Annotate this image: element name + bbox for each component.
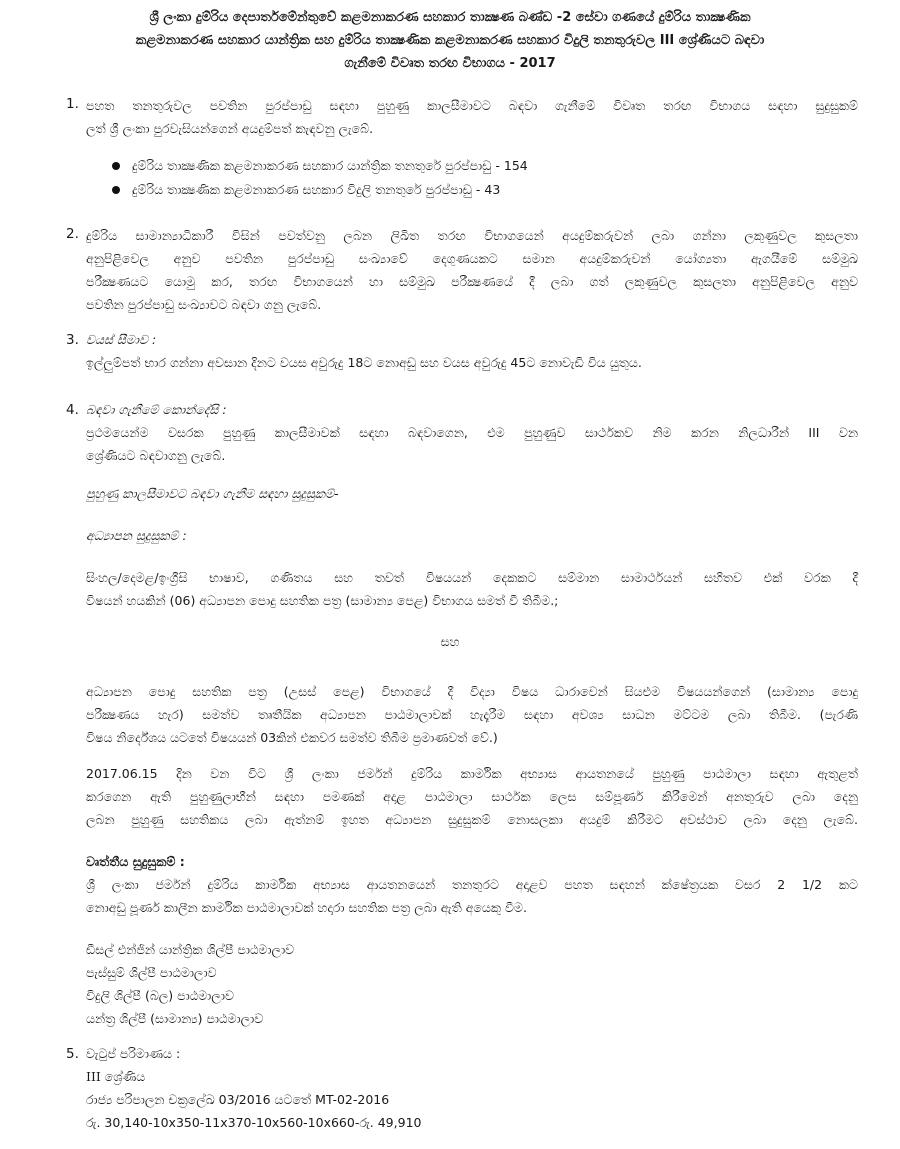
salary-scale-heading: වැටුප් පරිමාණය : xyxy=(86,1046,181,1061)
trainee-line-1: 2017.06.15 දින වන විට ශ්‍රී ලංකා ජර්මන් දුම්රිය කාර්මික අභ්‍යාස ආයතනයේ පුහුණු පාඨමාලා සඳහා ඇතුළත් xyxy=(86,766,858,781)
section-2-number: 2. xyxy=(66,226,79,242)
vacancy-electrical: දුම්රිය තාක්‍ෂණික කළමනාකරණ සහකාර විදුලි තනතුරේ පුරප්පාඩු - 43 xyxy=(132,182,501,197)
vocational-qualifications xyxy=(86,850,858,919)
and-separator: සහ xyxy=(440,634,460,649)
recruitment-conditions-heading: බඳවා ගැනීමේ කොන්දේසි : xyxy=(86,402,227,417)
grade-label: III ශ්‍රේණිය xyxy=(86,1069,146,1084)
section-5-number: 5. xyxy=(66,1046,79,1062)
age-limit-text: ඉල්ලුම්පත් භාර ගන්නා අවසාන දිනට වයස අවුරුදු 18ට නොඅඩු සහ වයස අවුරුදු 45ට නොවැඩි විය යුතුය. xyxy=(86,355,642,370)
al-line-1: අධ්‍යාපන පොදු සහතික පත්‍ර (උසස් පෙළ) විභාගයේ දී විද්‍යා විෂය ධාරාවෙන් සියළුම විෂයයන්ගෙන් (සාමාන්‍ය පොදු xyxy=(86,684,858,699)
course-item: ඩීසල් එන්ජින් යාන්ත්‍රික ශිල්පී පාඨමාලාව xyxy=(86,942,295,957)
trainee-exception xyxy=(86,762,858,831)
section-1-text xyxy=(86,94,858,140)
vocational-heading: වෘත්තීය සුදුසුකම් : xyxy=(86,854,185,869)
section-1-number: 1. xyxy=(66,96,79,112)
section-5-text xyxy=(86,1042,858,1134)
al-line-3: විෂය නිර්දේශය යටතේ විෂයයන් 03කින් එකවර සමත්ව තිබීම ප්‍රමාණවත් වේ.) xyxy=(86,730,498,745)
section-3-text xyxy=(86,328,858,374)
vocational-line-1: ශ්‍රී ලංකා ජර්මන් දුම්රිය කාර්මික අභ්‍යාස ආයතනයෙන් තනතුරට අදාළව පහත සඳහන් ක්ෂේත්‍රයක වසර 2 1/2 කට xyxy=(86,877,858,892)
section-4-number: 4. xyxy=(66,402,79,418)
section-2-line-3: පරීක්‍ෂණයට යොමු කර, තරඟ විභාගයෙන් හා සම්මුඛ පරීක්‍ෂණයේ දී ලබා ගත් ලකුණුවල කුසලතා අනුපිළිවෙල අනුව xyxy=(86,274,858,289)
notice-title xyxy=(0,6,900,75)
trainee-line-2: කරගෙන ඇති පුහුණුලාභීන් සඳහා පමණක් අදාළ පාඨමාලා සාර්ථක ලෙස සම්පූර්ණ කිරීමෙන් අනතුරුව ලබා දෙනු xyxy=(86,789,858,804)
salary-scale-value: රු. 30,140-10x350-11x370-10x560-10x660-රු. 49,910 xyxy=(86,1115,422,1130)
title-line-3: ගැනීමේ විවෘත තරඟ විභාගය - 2017 xyxy=(344,56,556,71)
course-item: යන්ත්‍ර ශිල්පී (සාමාන්‍ය) පාඨමාලාව xyxy=(86,1011,264,1026)
section-1-line-1: පහත තනතුරුවල පවතින පුරප්පාඩු සඳහා පුහුණු කාලසීමාවට බඳවා ගැනීමේ විවෘත තරඟ විභාගය සඳහා සුදුසුකම් xyxy=(86,98,858,113)
section-4-line-1: ප්‍රථමයෙන්ම වසරක පුහුණු කාලසීමාවක් සඳහා බඳවාගෙන, එම පුහුණුව සාර්ථකව නිම කරන නිලධාරීන් III වන xyxy=(86,425,858,440)
circular-reference: රාජ්‍ය පරිපාලන චක්‍රලේඛ 03/2016 යටතේ MT-02-2016 xyxy=(86,1092,390,1107)
al-line-2: පරීක්‍ෂණය හැර) සමත්ව තෘතීයික අධ්‍යාපන පාඨමාලාවක් හැදෑරීම සඳහා අවශ්‍ය සාධන මට්ටම ලබා තිබීම. (පැරණි xyxy=(86,707,858,722)
education-qualifications-heading: අධ්‍යාපන සුදුසුකම් : xyxy=(86,528,187,543)
vocational-line-2: නොඅඩු පූර්ණ කාලීන කාර්මික පාඨමාලාවක් හදාරා සහතික පත්‍ර ලබා ඇති අයෙකු වීම. xyxy=(86,900,527,915)
bullet-icon xyxy=(112,162,120,170)
bullet-icon xyxy=(112,186,120,194)
title-line-1: ශ්‍රී ලංකා දුම්රිය දෙපාර්තමේන්තුවේ කළමනාකරණ සහකාර තාක්‍ෂණ බණ්ඩ -2 සේවා ගණයේ දුම්රිය තාක්‍ෂණික xyxy=(149,10,751,25)
section-1-line-2: ලත් ශ්‍රී ලංකා පුරවැසියන්ගෙන් අයදුම්පත් කැඳවනු ලැබේ. xyxy=(86,121,374,136)
al-requirement xyxy=(86,680,858,749)
ol-line-1: සිංහල/දෙමළ/ඉංග්‍රීසි භාෂාව, ගණිතය සහ තවත් විෂයයන් දෙකකට සම්මාන සාමාර්ථයන් සහිතව එක් වරක දී xyxy=(86,570,858,585)
section-4-text xyxy=(86,398,858,467)
trainee-line-3: ලබන පුහුණු සහතිකය ලබා ඇත්නම් ඉහත අධ්‍යාපන සුදුසුකම් නොසලකා අයදුම් කිරීමට අවස්ථාව ලබා දෙනු ලැබේ. xyxy=(86,812,858,827)
course-item: පැස්සුම් ශිල්පී පාඨමාලාව xyxy=(86,965,217,980)
section-4-line-2: ශ්‍රේණියට බඳවාගනු ලැබේ. xyxy=(86,448,226,463)
vacancy-mechanical: දුම්රිය තාක්‍ෂණික කළමනාකරණ සහකාර යාන්ත්‍රික තනතුරේ පුරප්පාඩු - 154 xyxy=(132,158,528,173)
course-item: විදුලි ශිල්පී (බල) පාඨමාලාව xyxy=(86,988,234,1003)
section-2-line-2: අනුපිළිවෙල අනුව පවතින පුරප්පාඩු සංඛ්‍යාවේ දෙගුණයකට සමාන අයදුම්කරුවන් යෝග්‍යතා ඇගයීමේ සම්මුඛ xyxy=(86,251,858,266)
section-3-number: 3. xyxy=(66,332,79,348)
ol-requirement xyxy=(86,566,858,612)
training-qualifications-heading: පුහුණු කාලසීමාවට බඳවා ගැනීම සඳහා සුදුසුකම්- xyxy=(86,486,339,501)
course-list xyxy=(86,938,858,1030)
title-line-2: කළමනාකරණ සහකාර යාන්ත්‍රික සහ දුම්රිය තාක්‍ෂණික කළමනාකරණ සහකාර විදුලි තනතුරුවල III ශ්‍රේණියට බඳවා xyxy=(135,33,765,48)
section-2-text xyxy=(86,224,858,316)
section-2-line-1: දුම්රිය සාමාන්‍යාධිකාරී විසින් පවත්වනු ලබන ලිඛිත තරඟ විභාගයෙන් අයදුම්කරුවන් ලබා ගන්නා ලකුණුවල කුසලතා xyxy=(86,228,858,243)
age-limit-heading: වයස් සීමාව : xyxy=(86,332,157,347)
ol-line-2: විෂයන් හයකින් (06) අධ්‍යාපන පොදු සහතික පත්‍ර (සාමාන්‍ය පෙළ) විභාගය සමත් වී තිබීම.; xyxy=(86,593,559,608)
section-2-line-4: පවතින පුරප්පාඩු සංඛ්‍යාවට බඳවා ගනු ලැබේ. xyxy=(86,297,322,312)
